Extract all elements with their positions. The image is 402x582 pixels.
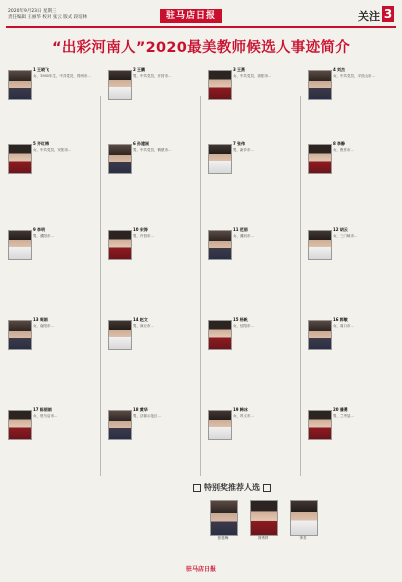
candidate-name: 周娟 — [39, 317, 48, 322]
candidate-name: 宋涛 — [139, 227, 148, 232]
candidate-name: 杨帆 — [239, 317, 248, 322]
candidate-entry — [108, 318, 198, 388]
candidate-number: 11 — [233, 227, 239, 232]
candidate-name: 范丽 — [239, 227, 248, 232]
candidate-photo — [108, 230, 132, 260]
candidate-number: 5 — [33, 141, 36, 146]
candidate-number: 19 — [233, 407, 239, 412]
candidate-entry — [208, 318, 298, 388]
candidate-name: 赵文 — [139, 317, 148, 322]
special-recommend-label: 特别奖推荐人选 — [204, 483, 260, 492]
special-name: 李芳 — [299, 536, 307, 540]
candidate-text: 女，1985年生，中共党员，郑州市... — [33, 74, 91, 78]
candidate-entry — [208, 408, 298, 478]
candidate-entry — [208, 142, 298, 212]
candidate-photo — [8, 320, 32, 350]
special-photo — [290, 500, 318, 536]
candidate-text: 女，信阳市... — [233, 324, 254, 328]
candidate-photo — [208, 320, 232, 350]
special-photo — [250, 500, 278, 536]
header-rule — [6, 26, 396, 28]
section-title: 关注 — [358, 10, 380, 23]
candidate-name: 王燕 — [236, 67, 245, 72]
special-recommend-title — [122, 482, 342, 494]
special-name: 张桂梅 — [217, 536, 229, 540]
candidate-photo — [208, 230, 232, 260]
page-headline: “出彩河南人”2020最美教师候选人事迹简介 — [51, 40, 350, 56]
candidate-number: 16 — [333, 317, 339, 322]
candidate-name: 黄华 — [139, 407, 148, 412]
candidate-name: 齐红梅 — [36, 141, 49, 146]
candidate-photo — [108, 410, 132, 440]
candidate-entry — [8, 228, 98, 298]
candidate-text: 女，漯河市... — [233, 234, 254, 238]
candidate-text: 女，焦作市... — [333, 148, 354, 152]
candidate-photo — [208, 410, 232, 440]
candidate-name: 郭敏 — [339, 317, 348, 322]
candidate-name: 李静 — [336, 141, 345, 146]
candidate-name: 张伟 — [236, 141, 245, 146]
candidate-entry — [208, 228, 298, 298]
candidate-text: 女，三门峡市... — [333, 234, 358, 238]
footer-logo: 驻马店日报 — [185, 566, 216, 573]
candidate-body-text — [8, 100, 98, 136]
candidate-entry — [8, 68, 98, 138]
candidate-name: 王鹏 — [136, 67, 145, 72]
candidate-number: 1 — [33, 67, 36, 72]
candidate-text: 男，商丘市... — [133, 324, 154, 328]
candidate-number: 4 — [333, 67, 336, 72]
candidate-entry — [8, 408, 98, 478]
candidate-photo — [208, 144, 232, 174]
candidate-entry — [108, 142, 198, 212]
candidate-entry — [8, 142, 98, 212]
candidate-number: 3 — [233, 67, 236, 72]
candidate-number: 14 — [133, 317, 139, 322]
candidate-number: 6 — [133, 141, 136, 146]
candidate-text: 男，许昌市... — [133, 234, 154, 238]
date-line: 2020年9月23日 星期三 — [8, 9, 57, 14]
candidate-text: 男，中共党员，鹤壁市... — [133, 148, 172, 152]
candidate-name: 胡云 — [339, 227, 348, 232]
candidate-number: 18 — [133, 407, 139, 412]
candidate-photo — [108, 70, 132, 100]
candidate-entry — [308, 408, 396, 478]
candidate-text: 女，周口市... — [333, 324, 354, 328]
candidate-entry — [208, 68, 298, 138]
candidate-entry — [308, 68, 396, 138]
candidate-number: 15 — [233, 317, 239, 322]
candidate-entry — [308, 228, 396, 298]
candidate-photo — [108, 144, 132, 174]
candidate-name: 陈丽娟 — [39, 407, 52, 412]
candidate-text: 女，中共党员，洛阳市... — [233, 74, 272, 78]
candidate-text: 女，驻马店市... — [33, 414, 58, 418]
candidate-name: 孙建刚 — [136, 141, 149, 146]
candidate-photo — [308, 320, 332, 350]
candidate-number: 12 — [333, 227, 339, 232]
candidate-entry — [108, 408, 198, 478]
candidate-entry — [108, 68, 198, 138]
candidate-text: 女，南阳市... — [33, 324, 54, 328]
candidate-number: 17 — [33, 407, 39, 412]
candidate-number: 2 — [133, 67, 136, 72]
candidate-text: 男，新乡市... — [233, 148, 254, 152]
candidate-photo — [308, 144, 332, 174]
candidate-number: 7 — [233, 141, 236, 146]
candidate-photo — [208, 70, 232, 100]
candidate-photo — [308, 230, 332, 260]
candidate-number: 13 — [33, 317, 39, 322]
candidate-photo — [308, 410, 332, 440]
candidate-number: 9 — [33, 227, 36, 232]
candidate-text: 男，中共党员，开封市... — [133, 74, 172, 78]
candidate-text: 女，巩义市... — [233, 414, 254, 418]
candidate-photo — [108, 320, 132, 350]
candidate-name: 刘杰 — [336, 67, 345, 72]
candidate-number: 20 — [333, 407, 339, 412]
candidate-name: 韩冰 — [239, 407, 248, 412]
candidate-photo — [8, 230, 32, 260]
square-icon — [193, 484, 201, 492]
candidate-number: 8 — [333, 141, 336, 146]
candidate-text: 女，中共党员，安阳市... — [33, 148, 72, 152]
candidate-photo — [308, 70, 332, 100]
candidate-entry — [108, 228, 198, 298]
candidate-number: 10 — [133, 227, 139, 232]
column-divider — [300, 96, 301, 476]
date-editor-block — [8, 9, 87, 20]
square-icon — [263, 484, 271, 492]
candidate-name: 李明 — [36, 227, 45, 232]
candidate-text: 男，济源示范区... — [133, 414, 161, 418]
special-name: 刘秀祥 — [257, 536, 269, 540]
candidate-photo — [8, 70, 32, 100]
candidate-name: 王晓飞 — [36, 67, 49, 72]
candidate-name: 潘勇 — [339, 407, 348, 412]
candidate-text: 女，中共党员，平顶山市... — [333, 74, 375, 78]
candidate-photo — [8, 410, 32, 440]
candidate-photo — [8, 144, 32, 174]
candidate-text: 男，濮阳市... — [33, 234, 54, 238]
column-divider — [100, 96, 101, 476]
column-divider — [200, 96, 201, 476]
editor-line: 责任编辑 王丽华 校对 张云 版式 段培林 — [8, 14, 88, 20]
masthead-logo: 驻马店日报 — [160, 9, 222, 23]
candidate-entry — [308, 318, 396, 388]
candidate-text: 男，兰考县... — [333, 414, 354, 418]
candidate-entry — [8, 318, 98, 388]
page-number: 3 — [383, 7, 393, 21]
candidate-entry — [308, 142, 396, 212]
special-photo — [210, 500, 238, 536]
